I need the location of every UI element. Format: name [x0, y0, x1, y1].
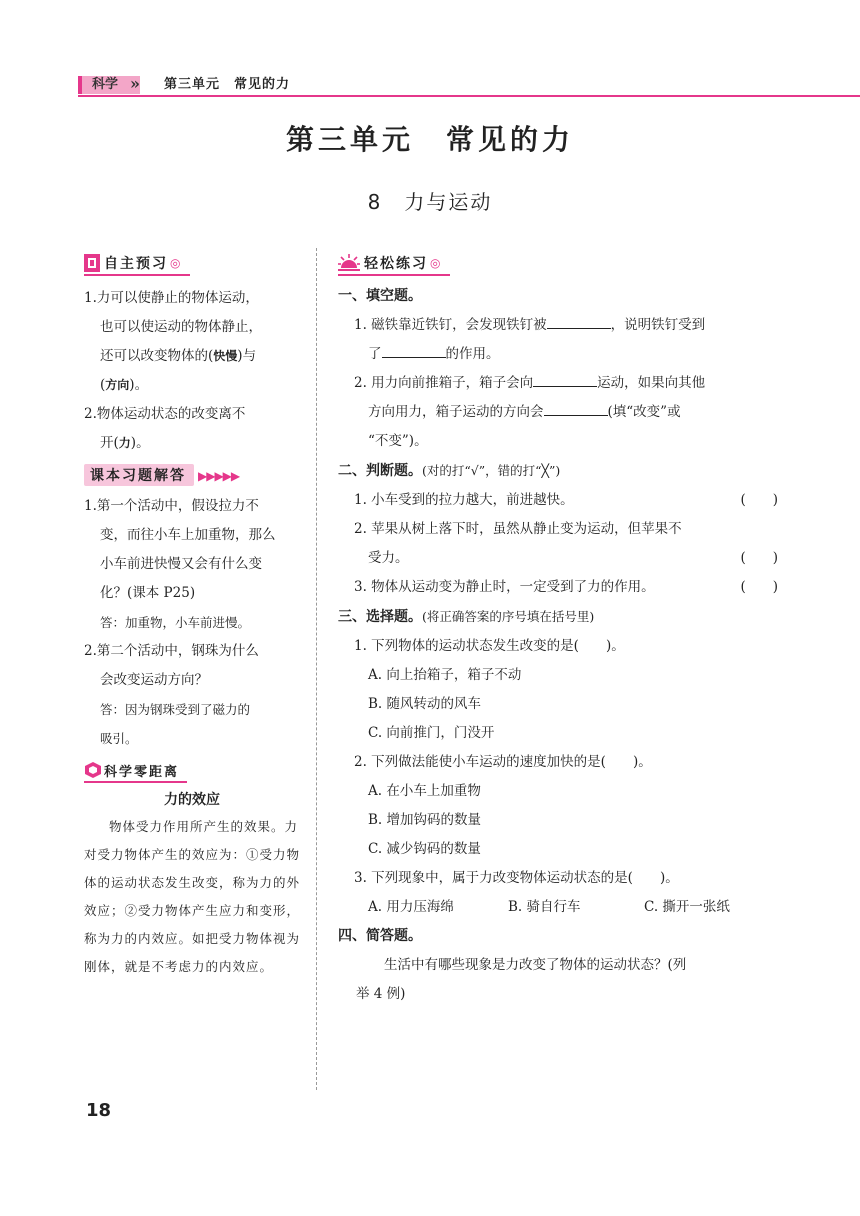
- section-heading: 一、填空题。: [338, 288, 422, 304]
- list-item-line: 开(力)。: [100, 435, 150, 451]
- fill-blank: [382, 343, 446, 358]
- answer-line: 答：因为钢珠受到了磁力的: [100, 702, 251, 717]
- sun-icon: [338, 254, 354, 272]
- list-item: 1.力可以使静止的物体运动，: [84, 290, 259, 306]
- subject-tag: 科学: [78, 76, 140, 94]
- textbook-label: 课本习题解答: [90, 468, 186, 484]
- question-line: 1. 磁铁靠近铁钉，会发现铁钉被 ，说明铁钉受到: [338, 311, 778, 340]
- chevron-icon: »: [130, 74, 134, 93]
- section-heading: 四、简答题。: [338, 928, 422, 944]
- list-item: 2.第二个活动中，钢珠为什么: [84, 643, 259, 659]
- answer-paren: ( ): [740, 550, 778, 566]
- answer-paren: ( ): [740, 492, 778, 508]
- fill-blank: [547, 314, 611, 329]
- question-line: 1. 小车受到的拉力越大，前进越快。 ( ): [338, 486, 778, 515]
- preview-label: 自主预习: [104, 256, 168, 272]
- section-heading: 三、选择题。(将正确答案的序号填在括号里): [338, 609, 595, 625]
- option: A. 用力压海绵: [368, 899, 454, 915]
- option: A. 向上抬箱子，箱子不动: [368, 667, 522, 683]
- question-line: 方向用力，箱子运动的方向会 (填“改变”或: [338, 398, 778, 427]
- textbook-list: [84, 492, 300, 753]
- question-line: 2. 下列做法能使小车运动的速度加快的是( )。: [354, 754, 652, 770]
- list-item-line: 也可以使运动的物体静止，: [100, 319, 262, 335]
- list-item-line: 会改变运动方向？: [100, 672, 208, 688]
- science-label: 科学零距离: [104, 764, 180, 780]
- list-item-line: 小车前进快慢又会有什么变: [100, 556, 262, 572]
- question-line: 2. 苹果从树上落下时，虽然从静止变为运动，但苹果不: [354, 521, 682, 537]
- arrows-icon: ▶▶▶▶▶: [198, 469, 240, 483]
- question-line: “不变”)。: [368, 433, 428, 449]
- option: C. 减少钩码的数量: [368, 841, 481, 857]
- note-title: 力的效应: [164, 792, 220, 808]
- option: C. 向前推门，门没开: [368, 725, 495, 741]
- list-item-line: 还可以改变物体的(快慢)与: [100, 348, 257, 364]
- practice-badge: [338, 252, 450, 276]
- running-header: [78, 76, 860, 98]
- textbook-badge: [84, 464, 194, 486]
- option: A. 在小车上加重物: [368, 783, 481, 799]
- question-line: 生活中有哪些现象是力改变了物体的运动状态？(列: [384, 957, 687, 973]
- header-unit: 第三单元 常见的力: [164, 77, 291, 92]
- list-item: 1.第一个活动中，假设拉力不: [84, 498, 259, 514]
- question-line: 受力。 ( ): [338, 544, 778, 573]
- column-divider: [316, 248, 317, 1090]
- lesson-title: 8 力与运动: [367, 190, 493, 214]
- option: C. 撕开一张纸: [644, 899, 730, 915]
- page-number: 18: [86, 1100, 112, 1121]
- practice-content: [338, 282, 778, 1009]
- option: B. 骑自行车: [508, 899, 581, 915]
- list-item: 2.物体运动状态的改变离不: [84, 406, 246, 422]
- section-heading: 二、判断题。(对的打“√”，错的打“╳”): [338, 463, 561, 479]
- header-rule: [78, 95, 860, 97]
- answer-line: 吸引。: [100, 731, 138, 746]
- answer-line: 答：加重物，小车前进慢。: [100, 615, 251, 630]
- answer: 方向: [105, 378, 130, 392]
- answer-paren: ( ): [740, 579, 778, 595]
- page-title: 第三单元 常见的力: [285, 123, 574, 156]
- option: B. 增加钩码的数量: [368, 812, 482, 828]
- left-column: [84, 252, 300, 981]
- right-column: [338, 252, 778, 1009]
- answer: 力: [118, 436, 131, 450]
- option-row: [338, 893, 778, 922]
- list-item-line: 化？(课本 P25): [100, 585, 196, 601]
- option: B. 随风转动的风车: [368, 696, 482, 712]
- answer: 快慢: [213, 349, 238, 363]
- practice-label: 轻松练习: [364, 256, 428, 272]
- preview-list: [84, 284, 300, 458]
- question-line: 1. 下列物体的运动状态发生改变的是( )。: [354, 638, 625, 654]
- cube-icon: [84, 761, 100, 779]
- question-line: 3. 物体从运动变为静止时，一定受到了力的作用。 ( ): [338, 573, 778, 602]
- question-line: 了 的作用。: [338, 340, 778, 369]
- question-line: 举 4 例): [356, 986, 406, 1002]
- swirl-icon: ◎: [170, 256, 183, 270]
- list-item-line: 变，而往小车上加重物，那么: [100, 527, 276, 543]
- question-line: 2. 用力向前推箱子，箱子会向 运动，如果向其他: [338, 369, 778, 398]
- science-badge: [84, 759, 187, 783]
- book-icon: [84, 254, 100, 272]
- note-text: 物体受力作用所产生的效果。力对受力物体产生的效应为：①受力物体的运动状态发生改变，称为力的外效应；②受力物体产生应力和变形，称为力的内效应。如把受力物体视为刚体，就是不考虑力的内效应。: [84, 819, 301, 974]
- question-line: 3. 下列现象中，属于力改变物体运动状态的是( )。: [354, 870, 679, 886]
- preview-badge: [84, 252, 190, 276]
- fill-blank: [544, 401, 608, 416]
- list-item-line: (方向)。: [100, 377, 149, 393]
- fill-blank: [533, 372, 597, 387]
- swirl-icon: ◎: [430, 256, 443, 270]
